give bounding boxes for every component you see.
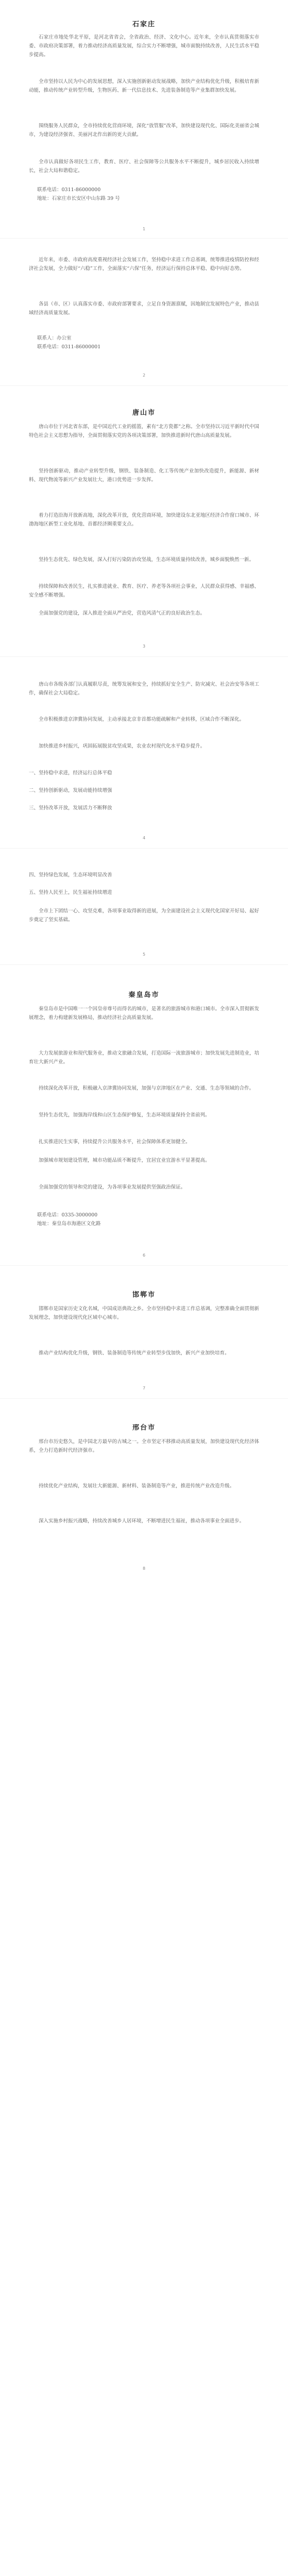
paragraph: 坚持创新驱动，推动产业转型升级，钢铁、装备制造、化工等传统产业加快改造提升，新能源、新材料、现代物流等新兴产业发展壮大，港口优势进一步发挥。 <box>29 468 259 483</box>
section-title: 唐山市 <box>132 409 156 417</box>
page-number: 5 <box>142 952 146 957</box>
section-7 <box>0 1289 288 1299</box>
page-number: 4 <box>142 836 146 840</box>
paragraph: 大力发展旅游业和现代服务业，推动文旅融合发展，打造国际一流旅游城市；加快发展先进制造业，培育壮大新兴产业。 <box>29 1050 259 1065</box>
paragraph: 全面加强党的领导和党的建设，为各项事业发展提供坚强政治保证。 <box>39 1184 186 1190</box>
page-divider <box>0 1398 288 1399</box>
page-number: 2 <box>142 373 146 378</box>
paragraph: 扎实推进民生实事，持续提升公共服务水平，社会保障体系更加健全。 <box>39 1139 191 1145</box>
paragraph: 持续优化产业结构，发展壮大新能源、新材料、装备制造等产业，推进传统产业改造升级。 <box>39 1483 235 1489</box>
paragraph: 全市认真做好各项民生工作，教育、医疗、社会保障等公共服务水平不断提升，城乡居民收入持续增长，社会大局和谐稳定。 <box>29 159 259 174</box>
page-number: 6 <box>142 1253 146 1258</box>
paragraph: 加强城市规划建设管理，城市功能品质不断提升，宜居宜业宜游水平显著提高。 <box>39 1158 210 1163</box>
page-number: 7 <box>142 1386 146 1391</box>
section-title: 邯郸市 <box>132 1291 156 1299</box>
page-number: 3 <box>142 644 146 649</box>
page-divider <box>0 848 288 849</box>
paragraph: 加快推进乡村振兴，巩固拓展脱贫攻坚成果，农业农村现代化水平稳步提升。 <box>39 743 206 749</box>
section-title: 邢台市 <box>132 1424 156 1432</box>
page-divider <box>0 1265 288 1266</box>
contact-line: 联系电话：0311-86000000 <box>37 187 101 193</box>
paragraph: 近年来，市委、市政府高度重视经济社会发展工作，坚持稳中求进工作总基调，统筹推进疫情防控和经济社会发展，全力做好“六稳”工作，全面落实“六保”任务，经济运行保持总体平稳、稳中向好态势。 <box>29 257 259 272</box>
page-divider <box>0 964 288 965</box>
section-8 <box>0 1422 288 1432</box>
page-divider <box>0 656 288 657</box>
paragraph: 全市积极推进京津冀协同发展，主动承接北京非首都功能疏解和产业转移，区域合作不断深化。 <box>39 717 245 722</box>
paragraph: 邯郸市是国家历史文化名城，中国成语典故之乡。全市坚持稳中求进工作总基调，完整准确全面贯彻新发展理念，加快建设现代化区域中心城市。 <box>29 1306 259 1320</box>
paragraph: 着力打造沿海开放新高地，深化改革开放，优化营商环境，加快建设东北亚地区经济合作窗口城市、环渤海地区新型工业化基地、首都经济圈重要支点。 <box>29 513 259 527</box>
paragraph: 围绕服务人民群众，全市持续优化营商环境，深化“放管服”改革，加快建设现代化、国际化美丽省会城市，为建设经济强省、美丽河北作出新的更大贡献。 <box>29 123 259 138</box>
contact-line: 联系电话：0335-3000000 <box>37 1212 98 1218</box>
paragraph: 全面加强党的建设，深入推进全面从严治党，营造风清气正的良好政治生态。 <box>39 611 206 616</box>
paragraph: 推动产业结构优化升级，钢铁、装备制造等传统产业转型步伐加快，新兴产业加快培育。 <box>39 1350 230 1356</box>
heading-line: 二、坚持创新驱动，发展动能持续增强 <box>29 788 112 793</box>
heading-line: 三、坚持改革开放，发展活力不断释放 <box>29 805 112 811</box>
paragraph: 邢台市历史悠久，是中国北方最早的古城之一。全市坚定不移推动高质量发展，加快建设现代化经济体系，全力打造新时代经济强市。 <box>29 1439 259 1453</box>
contact-line: 地址：石家庄市长安区中山东路 39 号 <box>37 196 120 201</box>
page-number: 8 <box>142 1566 146 1571</box>
paragraph: 全市坚持以人民为中心的发展思想，深入实施创新驱动发展战略，加快产业结构优化升级，积极培育新动能，推动传统产业转型升级，生物医药、新一代信息技术、先进装备制造等产业集群加快发展。 <box>29 79 259 93</box>
paragraph: 持续深化改革开放，积极融入京津冀协同发展，加强与京津地区在产业、交通、生态等领域的合作。 <box>39 1086 255 1091</box>
paragraph: 坚持生态优先、绿色发展，深入打好污染防治攻坚战，生态环境质量持续改善，城乡面貌焕然一新。 <box>39 557 255 563</box>
paragraph: 秦皇岛市是中国唯一一个因皇帝尊号而得名的城市，是著名的旅游城市和港口城市。全市深入贯彻新发展理念，着力构建新发展格局，推动经济社会高质量发展。 <box>29 1006 259 1021</box>
section-1 <box>0 19 288 28</box>
paragraph: 坚持生态优先，加强海岸线和山区生态保护修复，生态环境质量保持全省前列。 <box>39 1112 210 1118</box>
contact-line: 地址：秦皇岛市海港区文化路 <box>37 1221 101 1227</box>
paragraph: 石家庄市地处华北平原，是河北省省会，全省政治、经济、文化中心。近年来，全市认真贯彻落实市委、市政府决策部署，着力推动经济高质量发展，综合实力不断增强，城市面貌持续改善，人民生活水平稳步提高。 <box>29 35 259 58</box>
paragraph: 全市上下团结一心、攻坚克难，各项事业取得新的进展，为全面建设社会主义现代化国家开好局、起好步奠定了坚实基础。 <box>29 908 259 923</box>
page-divider <box>0 385 288 386</box>
contact-line: 联系人：办公室 <box>37 335 72 341</box>
section-title: 秦皇岛市 <box>128 991 160 999</box>
section-title: 石家庄 <box>132 21 156 28</box>
heading-line: 五、坚持人民至上，民生福祉持续增进 <box>29 890 112 895</box>
section-3 <box>0 407 288 417</box>
paragraph: 唐山市各级各部门认真履职尽责，统筹发展和安全，持续抓好安全生产、防灾减灾、社会治安等各项工作，确保社会大局稳定。 <box>29 682 259 696</box>
paragraph: 唐山市位于河北省东部，是中国近代工业的摇篮，素有“北方瓷都”之称。全市坚持以习近平新时代中国特色社会主义思想为指导，全面贯彻落实党的各项决策部署，加快推进新时代唐山高质量发展。 <box>29 424 259 438</box>
contact-line: 联系电话：0311-86000001 <box>37 344 101 350</box>
heading-line: 四、坚持绿色发展，生态环境明显改善 <box>29 872 112 878</box>
paragraph: 深入实施乡村振兴战略，持续改善城乡人居环境，不断增进民生福祉，推动各项事业全面进步。 <box>39 1518 245 1524</box>
page-divider <box>0 238 288 239</box>
heading-line: 一、坚持稳中求进，经济运行总体平稳 <box>29 770 112 776</box>
page-number: 1 <box>142 227 146 231</box>
section-6 <box>0 989 288 999</box>
paragraph: 各县（市、区）认真落实市委、市政府部署要求，立足自身资源禀赋，因地制宜发展特色产业，推动县域经济高质量发展。 <box>29 301 259 316</box>
paragraph: 持续保障和改善民生，扎实推进就业、教育、医疗、养老等各项社会事业，人民群众获得感、幸福感、安全感不断增强。 <box>29 584 259 598</box>
